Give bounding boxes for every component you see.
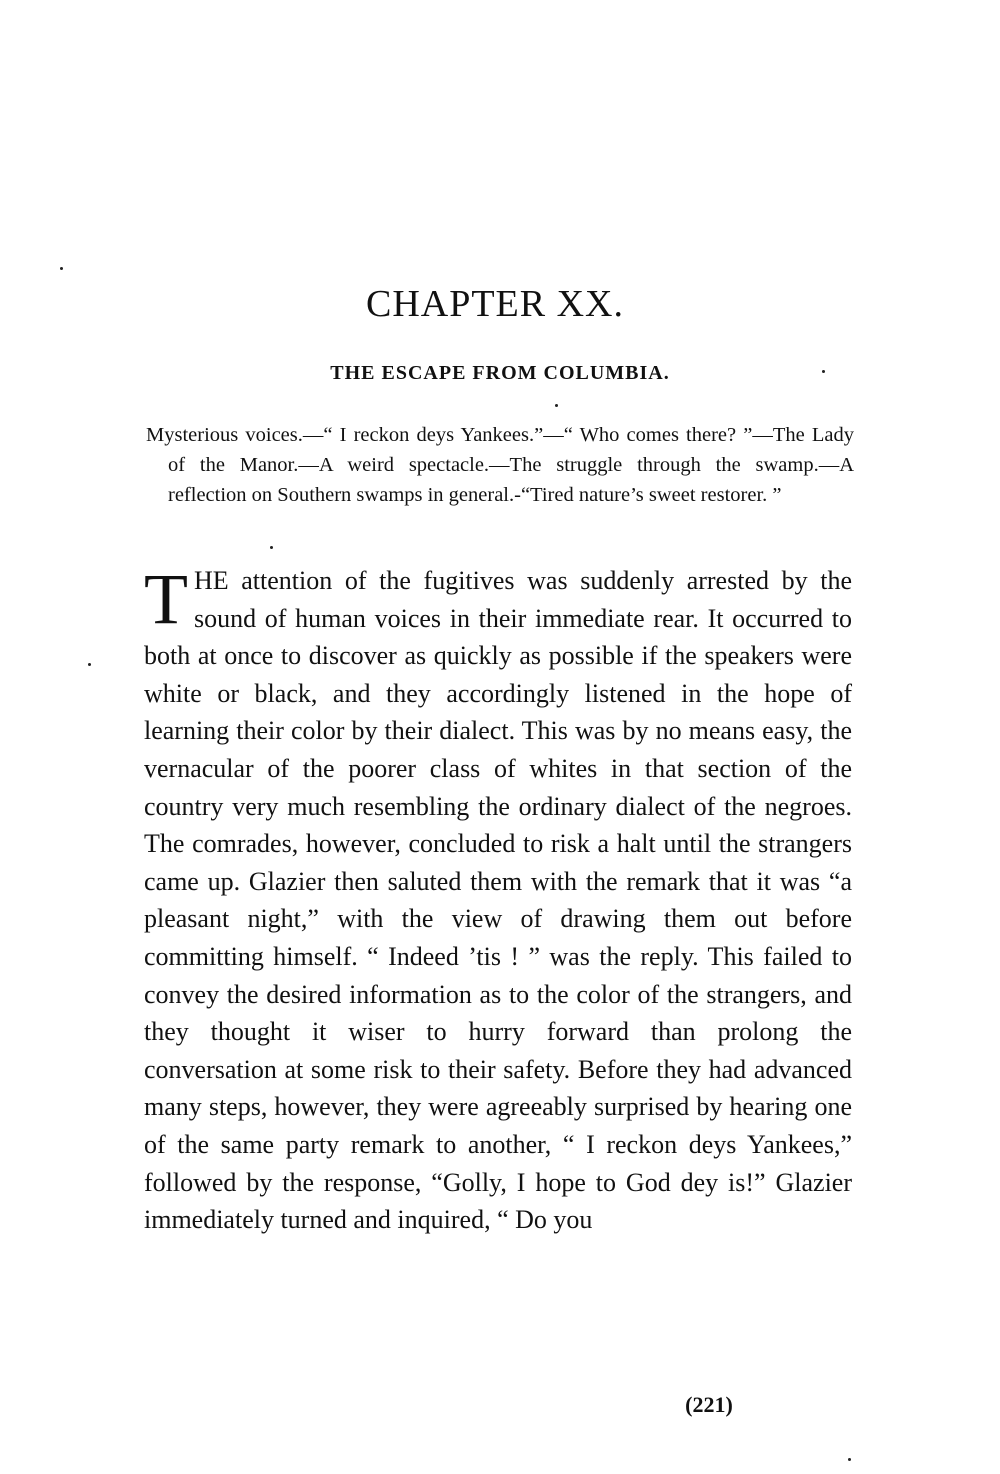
print-speck <box>555 404 558 407</box>
print-speck <box>60 267 63 270</box>
page-number: (221) <box>685 1392 733 1417</box>
print-speck <box>88 663 91 666</box>
print-speck <box>848 1458 851 1461</box>
chapter-title <box>0 282 1000 326</box>
body-paragraph-text: HE attention of the fugitives was suddenly arrested by the sound of human voices in their immediate rear. It occurred to both at once to discover as quickly as possible if the speakers were white or black, and they accordingly listened in the hope of learning their color by their dialect. This was by no means easy, the vernacular of the poorer class of whites in that section of the country very much resembling the ordinary dialect of the negroes. The comrades, however, concluded to risk a halt until the strangers came up. Glazier then saluted them with the remark that it was “a pleasant night,” with the view of drawing them out before committing himself. “ Indeed ’tis ! ” was the reply. This failed to convey the desired information as to the color of the strangers, and they thought it wiser to hurry forward than prolong the conversation at some risk to their safety. Before they had advanced many steps, however, they were agreeably surprised by hearing one of the same party remark to another, “ I reckon deys Yankees,” followed by the response, “Golly, I hope to God dey is!” Glazier immediately turned and inquired, “ Do you <box>144 566 852 1235</box>
print-speck <box>822 370 825 373</box>
print-speck <box>270 546 273 549</box>
body-paragraph <box>144 559 852 1239</box>
chapter-title-text: CHAPTER XX. <box>365 283 625 325</box>
drop-cap: T <box>144 559 188 639</box>
chapter-subtitle: THE ESCAPE FROM COLUMBIA. <box>330 362 670 384</box>
chapter-synopsis: Mysterious voices.—“ I reckon deys Yankees.”—“ Who comes there? ”—The Lady of the Manor.—A weird spectacle.—The struggle through the swamp.—A reflection on Southern swamps in general.-“Tired nature’s sweet restorer. ” <box>146 424 854 506</box>
